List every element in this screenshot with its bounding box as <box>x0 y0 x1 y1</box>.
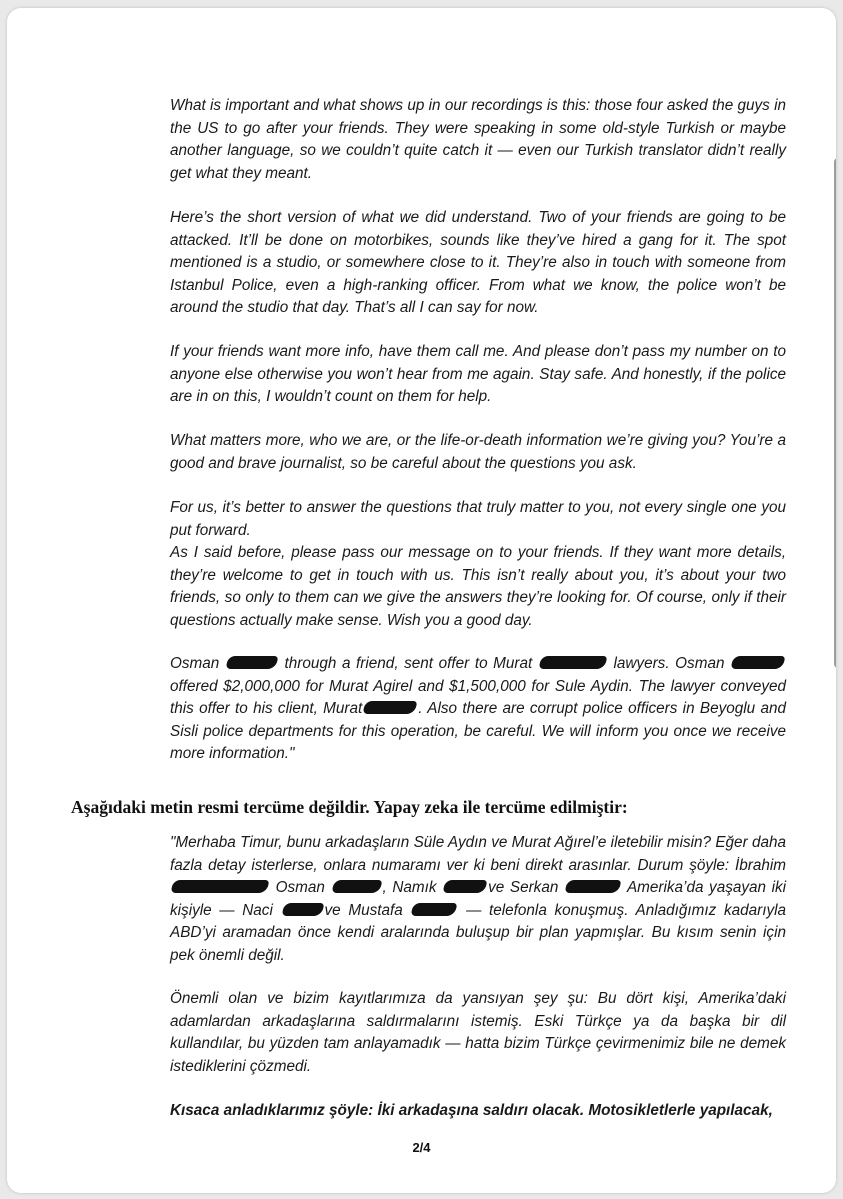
paragraph-tr-summary: Kısaca anladıklarımız şöyle: İki arkadaşına saldırı olacak. Motosikletlerle yapılacak, <box>170 1102 773 1119</box>
tr-text-5: Amerika’da yaşayan iki kişiyle — Naci <box>170 879 787 919</box>
paragraph-what-matters: What matters more, who we are, or the life-or-death information we’re giving you? You’re a good and brave journalist, so be careful about the questions you ask. <box>170 432 786 472</box>
paragraph-recordings: What is important and what shows up in our recordings is this: those four asked the guys in the US to go after your friends. They were speaking in some old-style Turkish or maybe another language, so we couldn’t quite catch it — even our Turkish translator didn’t really get what they meant. <box>170 97 786 182</box>
paragraph-tr-important: Önemli olan ve bizim kayıtlarımıza da yansıyan şey şu: Bu dört kişi, Amerika’daki adamlardan arkadaşlarına saldırmalarını istemiş. Eski Türkçe ya da başka bir dil kullandılar, bu yüzden tam anlayamadık — hatta bizim Türkçe çevirmenimiz bile ne demek istediklerini çözmedi. <box>170 990 786 1075</box>
disclaimer-heading: Aşağıdaki metin resmi tercüme değildir. Yapay zeka ile tercüme edilmiştir: <box>71 797 628 817</box>
redaction-mark <box>331 880 382 893</box>
offer-text-1: Osman <box>170 655 220 672</box>
offer-text-4: offered $2,000,000 for Murat Agirel and $1,500,000 for Sule Aydin. The lawyer conveyed this offer to his client, Murat <box>170 677 786 717</box>
redaction-mark <box>411 903 458 916</box>
redaction-mark <box>731 656 786 669</box>
redaction-mark <box>281 903 324 916</box>
redaction-mark <box>565 880 622 893</box>
page-number: 2/4 <box>412 1140 431 1155</box>
redaction-mark <box>363 701 418 714</box>
tr-text-4: ve Serkan <box>488 879 559 896</box>
tr-text-2: Osman <box>275 879 325 896</box>
redaction-mark <box>538 656 607 669</box>
paragraph-offer <box>170 653 786 766</box>
redaction-mark <box>226 656 279 669</box>
tr-text-6: ve Mustafa <box>324 901 403 919</box>
vertical-scrollbar[interactable] <box>834 158 836 668</box>
paragraph-short-version: Here’s the short version of what we did understand. Two of your friends are going to be attacked. It’ll be done on motorbikes, sounds like they’ve hired a gang for it. The spot mentioned is a studio, or somewhere close to it. They’re also in touch with someone from Istanbul Police, even a high-ranking officer. From what we know, the police won’t be around the studio that day. That’s all I can say for now. <box>170 209 786 316</box>
offer-text-5: . Also there are corrupt police officers in Beyoglu and Sisli police departments for this operation, be careful. We will inform you once we receive more information." <box>170 700 786 762</box>
paragraph-tr-intro <box>170 832 786 967</box>
offer-text-2: through a friend, sent offer to Murat <box>284 655 533 672</box>
paragraph-more-info: If your friends want more info, have them call me. And please don’t pass my number on to anyone else otherwise you won’t hear from me again. Stay safe. And honestly, if the police are in on this, I wouldn’t count on them for help. <box>170 343 786 405</box>
paragraph-as-i-said: As I said before, please pass our message on to your friends. If they want more details, they’re welcome to get in touch with us. This isn’t really about you, it’s about your two friends, so only to them can we give the answers they’re looking for. Of course, only if their questions actually make sense. Wish you a good day. <box>170 544 786 629</box>
tr-text-7: — telefonla konuşmuş. Anladığımız kadarıyla ABD’yi aramadan önce kendi aralarında buluşup bir plan yapmışlar. Bu kısım senin için pek önemli değil. <box>170 901 787 964</box>
tr-text-3: , Namık <box>382 879 437 896</box>
redaction-mark <box>443 880 488 893</box>
redaction-mark <box>171 880 270 893</box>
offer-text-3: lawyers. Osman <box>613 655 725 672</box>
tr-text-1: "Merhaba Timur, bunu arkadaşların Süle Aydın ve Murat Ağırel’e iletebilir misin? Eğer daha fazla detay isterlerse, onlara numaramı ver ki beni direkt arasınlar. Durum şöyle: İbrahim <box>170 834 786 874</box>
paragraph-for-us: For us, it’s better to answer the questions that truly matter to you, not every single one you put forward. <box>170 499 786 539</box>
document-page <box>7 8 836 1193</box>
